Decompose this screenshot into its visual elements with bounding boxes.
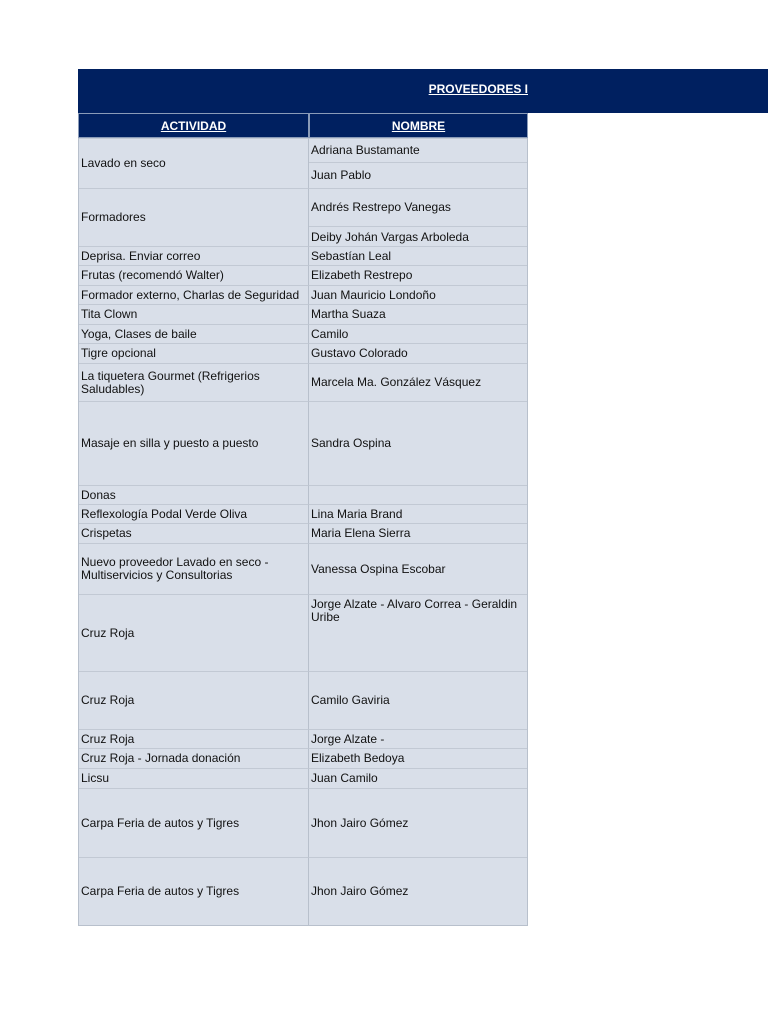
name-column bbox=[309, 504, 527, 523]
cell-nombre[interactable]: Maria Elena Sierra bbox=[309, 523, 527, 543]
cell-nombre[interactable]: Sandra Ospina bbox=[309, 401, 527, 485]
table-row bbox=[79, 504, 527, 523]
table-row bbox=[79, 246, 527, 265]
cell-nombre[interactable]: Sebastían Leal bbox=[309, 246, 527, 265]
cell-actividad[interactable]: Lavado en seco bbox=[79, 138, 309, 188]
cell-nombre[interactable]: Camilo Gaviria bbox=[309, 671, 527, 729]
name-column bbox=[309, 748, 527, 768]
cell-actividad[interactable]: Licsu bbox=[79, 768, 309, 788]
cell-nombre[interactable]: Camilo bbox=[309, 324, 527, 343]
table-row bbox=[79, 543, 527, 594]
cell-actividad[interactable]: Carpa Feria de autos y Tigres bbox=[79, 788, 309, 857]
cell-actividad[interactable]: Formador externo, Charlas de Seguridad bbox=[79, 285, 309, 304]
name-column bbox=[309, 523, 527, 543]
cell-nombre[interactable]: Adriana Bustamante bbox=[309, 138, 527, 162]
cell-actividad[interactable]: Donas bbox=[79, 485, 309, 504]
cell-nombre[interactable]: Martha Suaza bbox=[309, 304, 527, 324]
cell-actividad[interactable]: Tigre opcional bbox=[79, 343, 309, 363]
cell-nombre[interactable]: Vanessa Ospina Escobar bbox=[309, 543, 527, 594]
name-column bbox=[309, 324, 527, 343]
cell-actividad[interactable]: Crispetas bbox=[79, 523, 309, 543]
table-row bbox=[79, 523, 527, 543]
name-column bbox=[309, 343, 527, 363]
cell-nombre[interactable]: Jorge Alzate - bbox=[309, 729, 527, 748]
sheet-title: PROVEEDORES I bbox=[428, 82, 528, 96]
table-row bbox=[79, 671, 527, 729]
cell-nombre[interactable] bbox=[309, 485, 527, 504]
name-column bbox=[309, 768, 527, 788]
cell-nombre[interactable]: Elizabeth Restrepo bbox=[309, 265, 527, 285]
cell-actividad[interactable]: Deprisa. Enviar correo bbox=[79, 246, 309, 265]
name-column bbox=[309, 304, 527, 324]
name-column bbox=[309, 485, 527, 504]
name-column bbox=[309, 729, 527, 748]
table-row bbox=[79, 768, 527, 788]
cell-actividad[interactable]: Cruz Roja - Jornada donación bbox=[79, 748, 309, 768]
cell-actividad[interactable]: Formadores bbox=[79, 188, 309, 246]
table-row bbox=[79, 748, 527, 768]
cell-nombre[interactable]: Lina Maria Brand bbox=[309, 504, 527, 523]
name-column bbox=[309, 594, 527, 671]
name-column bbox=[309, 401, 527, 485]
cell-actividad[interactable]: La tiquetera Gourmet (Refrigerios Saludables) bbox=[79, 363, 309, 401]
table-row bbox=[79, 188, 527, 246]
cell-nombre[interactable]: Juan Mauricio Londoño bbox=[309, 285, 527, 304]
cell-nombre[interactable]: Deiby Johán Vargas Arboleda bbox=[309, 226, 527, 246]
cell-nombre[interactable]: Elizabeth Bedoya bbox=[309, 748, 527, 768]
table-row bbox=[79, 788, 527, 857]
table-row bbox=[79, 304, 527, 324]
cell-nombre[interactable]: Jorge Alzate - Alvaro Correa - Geraldin Uribe bbox=[309, 594, 527, 671]
table-row bbox=[79, 343, 527, 363]
cell-nombre[interactable]: Jhon Jairo Gómez bbox=[309, 788, 527, 857]
table-row bbox=[79, 324, 527, 343]
name-column bbox=[309, 857, 527, 925]
name-column bbox=[309, 246, 527, 265]
cell-nombre[interactable]: Juan Pablo bbox=[309, 162, 527, 188]
header-nombre[interactable]: NOMBRE bbox=[309, 113, 528, 138]
table-row bbox=[79, 594, 527, 671]
header-row bbox=[78, 113, 528, 138]
name-column bbox=[309, 265, 527, 285]
cell-nombre[interactable]: Jhon Jairo Gómez bbox=[309, 857, 527, 925]
cell-nombre[interactable]: Juan Camilo bbox=[309, 768, 527, 788]
cell-actividad[interactable]: Frutas (recomendó Walter) bbox=[79, 265, 309, 285]
cell-nombre[interactable]: Marcela Ma. González Vásquez bbox=[309, 363, 527, 401]
cell-actividad[interactable]: Cruz Roja bbox=[79, 729, 309, 748]
cell-nombre[interactable]: Gustavo Colorado bbox=[309, 343, 527, 363]
name-column bbox=[309, 138, 527, 188]
table-row bbox=[79, 138, 527, 188]
cell-nombre[interactable]: Andrés Restrepo Vanegas bbox=[309, 188, 527, 226]
name-column bbox=[309, 363, 527, 401]
name-column bbox=[309, 188, 527, 246]
table-row bbox=[79, 485, 527, 504]
data-grid bbox=[78, 138, 528, 926]
cell-actividad[interactable]: Masaje en silla y puesto a puesto bbox=[79, 401, 309, 485]
name-column bbox=[309, 543, 527, 594]
table-row bbox=[79, 729, 527, 748]
table-row bbox=[79, 265, 527, 285]
table-row bbox=[79, 363, 527, 401]
cell-actividad[interactable]: Cruz Roja bbox=[79, 594, 309, 671]
cell-actividad[interactable]: Carpa Feria de autos y Tigres bbox=[79, 857, 309, 925]
cell-actividad[interactable]: Reflexología Podal Verde Oliva bbox=[79, 504, 309, 523]
header-actividad[interactable]: ACTIVIDAD bbox=[78, 113, 309, 138]
cell-actividad[interactable]: Tita Clown bbox=[79, 304, 309, 324]
cell-actividad[interactable]: Cruz Roja bbox=[79, 671, 309, 729]
name-column bbox=[309, 671, 527, 729]
cell-actividad[interactable]: Nuevo proveedor Lavado en seco - Multiservicios y Consultorias bbox=[79, 543, 309, 594]
name-column bbox=[309, 285, 527, 304]
cell-actividad[interactable]: Yoga, Clases de baile bbox=[79, 324, 309, 343]
table-row bbox=[79, 857, 527, 925]
name-column bbox=[309, 788, 527, 857]
table-row bbox=[79, 285, 527, 304]
table-row bbox=[79, 401, 527, 485]
